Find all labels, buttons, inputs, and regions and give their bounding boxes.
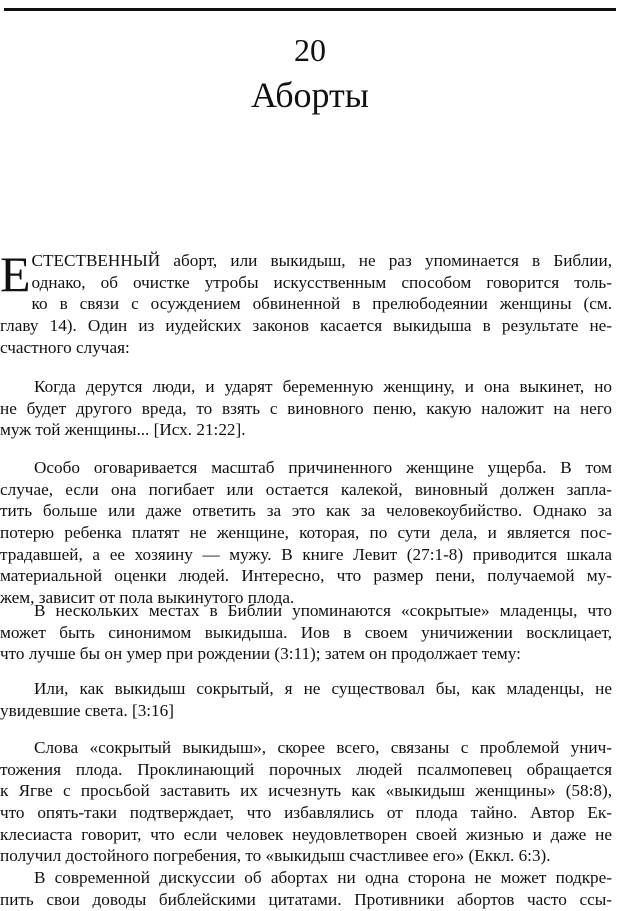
top-rule	[4, 8, 616, 11]
paragraph-line: главу 14). Один из иудейских законов касается выкидыша в результате не-	[0, 316, 612, 336]
paragraph-line: к Ягве с просьбой заставить их исчезнуть как «выкидыш женщины» (58:8),	[0, 781, 612, 801]
drop-cap: Е	[0, 246, 31, 302]
paragraph-line: что опять-таки подтверждает, что избавлялись от плода тайно. Автор Ек-	[0, 803, 612, 823]
paragraph-line: пить свои доводы библейскими цитатами. Противники абортов часто ссы-	[0, 889, 612, 909]
paragraph-line: тожения плода. Проклинающий порочных людей псалмопевец обращается	[0, 759, 612, 779]
paragraph-line: получил достойного погребения, то «выкидыш счастливее его» (Еккл. 6:3).	[0, 846, 551, 866]
quote-1	[0, 376, 612, 441]
paragraph-line	[32, 250, 612, 272]
paragraph-line: потерю ребенка платят не женщине, которая, по сути дела, и является пос-	[0, 523, 612, 543]
paragraph-line: клесиаста говорит, что если человек неудовлетворен своей жизнью и даже не	[0, 824, 612, 844]
small-caps-word: СТЕСТВЕННЫЙ	[31, 251, 161, 270]
paragraph-3	[0, 600, 612, 665]
paragraph-1	[0, 246, 612, 358]
paragraph-line: ко в связи с осуждением обвиненной в прелюбодеянии женщины (см.	[31, 294, 612, 314]
paragraph-line: В современной дискуссии об абортах ни одна сторона не может подкре-	[34, 868, 612, 888]
paragraph-line: жем, зависит от пола выкинутого плода.	[0, 588, 295, 608]
quote-line: не будет другого вреда, то взять с виновного пеню, какую наложит на него	[0, 398, 612, 418]
chapter-number: 20	[294, 32, 326, 68]
paragraph-line: счастного случая:	[0, 337, 130, 357]
paragraph-4	[0, 737, 612, 911]
line-text: аборт, или выкидыш, не раз упоминается в Библии,	[160, 251, 612, 270]
paragraph-2	[0, 457, 612, 609]
paragraph-line: однако, об очистке утробы искусственным способом говорится толь-	[31, 272, 612, 292]
paragraph-line: Особо оговаривается масштаб причиненного женщине ущерба. В том	[34, 458, 612, 477]
quote-line: Когда дерутся люди, и ударят беременную женщину, и она выкинет, но	[34, 377, 612, 396]
paragraph-line: может быть синонимом выкидыша. Иов в своем уничижении восклицает,	[0, 622, 612, 642]
paragraph-line: что лучше бы он умер при рождении (3:11); затем он продолжает тему:	[0, 644, 521, 664]
quote-line: муж той женщины... [Исх. 21:22].	[0, 420, 246, 440]
paragraph-line: материальной оценки людей. Интересно, что размер пени, получаемой му-	[0, 566, 612, 586]
paragraph-line: случае, если она погибает или остается калекой, виновный должен запла-	[0, 479, 612, 499]
quote-line: увидевшие света. [3:16]	[0, 700, 174, 720]
paragraph-line: Слова «сокрытый выкидыш», скорее всего, связаны с проблемой унич-	[34, 738, 612, 757]
quote-2	[0, 678, 612, 721]
paragraph-line: В нескольких местах в Библии упоминаются «сокрытые» младенцы, что	[34, 601, 612, 620]
quote-line: Или, как выкидыш сокрытый, я не существовал бы, как младенцы, не	[34, 679, 612, 698]
paragraph-line: традавшей, а ее хозяину — мужу. В книге Левит (27:1-8) приводится шкала	[0, 544, 612, 564]
paragraph-line: тить больше или даже ответить за это как за человекоубийство. Однако за	[0, 501, 612, 521]
chapter-title: Аборты	[251, 75, 369, 115]
